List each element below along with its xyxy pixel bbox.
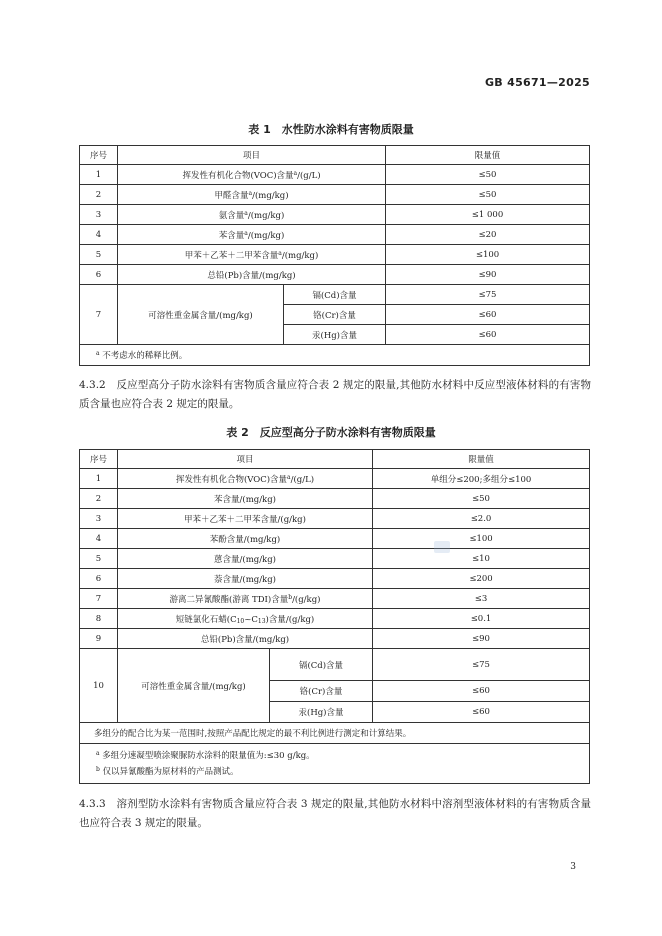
table-row xyxy=(80,549,590,569)
sub-item: 汞(Hg)含量 xyxy=(270,702,373,723)
row-item: 苯酚含量/(mg/kg) xyxy=(118,529,373,549)
standard-code: GB 45671—2025 xyxy=(484,76,590,89)
sub-item: 铬(Cr)含量 xyxy=(270,681,373,702)
row-no: 7 xyxy=(80,589,118,609)
table2 xyxy=(79,449,590,784)
table-row xyxy=(80,165,590,185)
row-item: 总铅(Pb)含量/(mg/kg) xyxy=(118,629,373,649)
row-no: 10 xyxy=(80,649,118,723)
row-no: 4 xyxy=(80,225,118,245)
row-item: 蒽含量/(mg/kg) xyxy=(118,549,373,569)
row-no: 1 xyxy=(80,165,118,185)
row-limit: ≤3 xyxy=(373,589,590,609)
table2-header-limit: 限量值 xyxy=(373,450,590,469)
table-row xyxy=(80,469,590,489)
row-item: 甲苯＋乙苯＋二甲苯含量$^a$/(mg/kg) xyxy=(118,245,386,265)
page-number: 3 xyxy=(570,862,576,872)
row-item: 苯含量/(mg/kg) xyxy=(118,489,373,509)
row-limit: ≤200 xyxy=(373,569,590,589)
row-limit: ≤90 xyxy=(386,265,590,285)
table-row xyxy=(80,609,590,629)
table2-footnote-b: $^b$ 仅以异氰酸酯为原材料的产品测试。 xyxy=(96,765,239,777)
row-limit: ≤10 xyxy=(373,549,590,569)
table-row xyxy=(80,589,590,609)
clause-4-3-3: 4.3.3 溶剂型防水涂料有害物质含量应符合表 3 规定的限量,其他防水材料中溶剂型液体材料的有害物质含量也应符合表 3 规定的限量。 xyxy=(79,798,591,829)
row-item: 甲醛含量$^a$/(mg/kg) xyxy=(118,185,386,205)
row-limit: ≤50 xyxy=(386,165,590,185)
table1-header-no: 序号 xyxy=(80,146,118,165)
table2-title: 表 2 反应型高分子防水涂料有害物质限量 xyxy=(226,426,436,439)
table1-footnote: $^a$ 不考虑水的稀释比例。 xyxy=(80,345,590,366)
watermark-icon xyxy=(433,540,451,554)
sub-item: 汞(Hg)含量 xyxy=(284,325,386,345)
table2-header-no: 序号 xyxy=(80,450,118,469)
row-item: 游离二异氰酸酯(游离 TDI)含量$^b$/(g/kg) xyxy=(118,589,373,609)
row-limit: ≤0.1 xyxy=(373,609,590,629)
row-item: 可溶性重金属含量/(mg/kg) xyxy=(118,285,284,345)
row-item: 总铅(Pb)含量/(mg/kg) xyxy=(118,265,386,285)
row-limit: ≤1 000 xyxy=(386,205,590,225)
row-limit: ≤60 xyxy=(373,702,590,723)
table-row xyxy=(80,205,590,225)
row-limit: ≤60 xyxy=(386,305,590,325)
row-no: 2 xyxy=(80,185,118,205)
row-limit: ≤2.0 xyxy=(373,509,590,529)
table2-header-item: 项目 xyxy=(118,450,373,469)
row-item: 氨含量$^a$/(mg/kg) xyxy=(118,205,386,225)
row-limit: ≤100 xyxy=(386,245,590,265)
row-limit: ≤60 xyxy=(373,681,590,702)
row-no: 2 xyxy=(80,489,118,509)
row-limit: ≤50 xyxy=(373,489,590,509)
row-no: 6 xyxy=(80,569,118,589)
sub-item: 镉(Cd)含量 xyxy=(284,285,386,305)
row-item: 可溶性重金属含量/(mg/kg) xyxy=(118,649,270,723)
row-item: 短链氯化石蜡$(C_{10}\sim C_{13})$含量/(g/kg) xyxy=(118,609,373,629)
table-row xyxy=(80,265,590,285)
table1-header-item: 项目 xyxy=(118,146,386,165)
row-limit: ≤75 xyxy=(386,285,590,305)
row-no: 8 xyxy=(80,609,118,629)
row-limit: ≤90 xyxy=(373,629,590,649)
table-row xyxy=(80,629,590,649)
table-row xyxy=(80,529,590,549)
sub-item: 铬(Cr)含量 xyxy=(284,305,386,325)
table1-title: 表 1 水性防水涂料有害物质限量 xyxy=(248,123,414,136)
row-limit: ≤50 xyxy=(386,185,590,205)
table-row xyxy=(80,225,590,245)
row-no: 5 xyxy=(80,549,118,569)
row-item: 挥发性有机化合物(VOC)含量$^a$/(g/L) xyxy=(118,165,386,185)
table-row xyxy=(80,649,590,681)
row-limit: ≤75 xyxy=(373,649,590,681)
row-limit: 单组分≤200;多组分≤100 xyxy=(373,469,590,489)
table1 xyxy=(79,145,590,366)
table-row xyxy=(80,185,590,205)
row-no: 9 xyxy=(80,629,118,649)
table2-mix-note: 多组分的配合比为某一范围时,按照产品配比规定的最不利比例进行测定和计算结果。 xyxy=(80,723,590,744)
table-row xyxy=(80,509,590,529)
row-no: 4 xyxy=(80,529,118,549)
row-no: 5 xyxy=(80,245,118,265)
row-item: 苯含量$^a$/(mg/kg) xyxy=(118,225,386,245)
row-item: 萘含量/(mg/kg) xyxy=(118,569,373,589)
table1-header-limit: 限量值 xyxy=(386,146,590,165)
sub-item: 镉(Cd)含量 xyxy=(270,649,373,681)
table-row xyxy=(80,245,590,265)
row-no: 3 xyxy=(80,509,118,529)
row-limit: ≤100 xyxy=(373,529,590,549)
row-limit: ≤60 xyxy=(386,325,590,345)
row-no: 3 xyxy=(80,205,118,225)
row-item: 挥发性有机化合物(VOC)含量$^a$/(g/L) xyxy=(118,469,373,489)
table2-footnotes xyxy=(80,744,590,784)
table-row xyxy=(80,285,590,305)
table2-footnote-a: $^a$ 多组分速凝型喷涂聚脲防水涂料的限量值为:≤30 g/kg。 xyxy=(96,749,315,761)
clause-4-3-2: 4.3.2 反应型高分子防水涂料有害物质含量应符合表 2 规定的限量,其他防水材料中反应型液体材料的有害物质含量也应符合表 2 规定的限量。 xyxy=(79,379,591,410)
table-row xyxy=(80,489,590,509)
row-no: 1 xyxy=(80,469,118,489)
row-no: 6 xyxy=(80,265,118,285)
row-limit: ≤20 xyxy=(386,225,590,245)
row-no: 7 xyxy=(80,285,118,345)
row-item: 甲苯＋乙苯＋二甲苯含量/(g/kg) xyxy=(118,509,373,529)
table-row xyxy=(80,569,590,589)
